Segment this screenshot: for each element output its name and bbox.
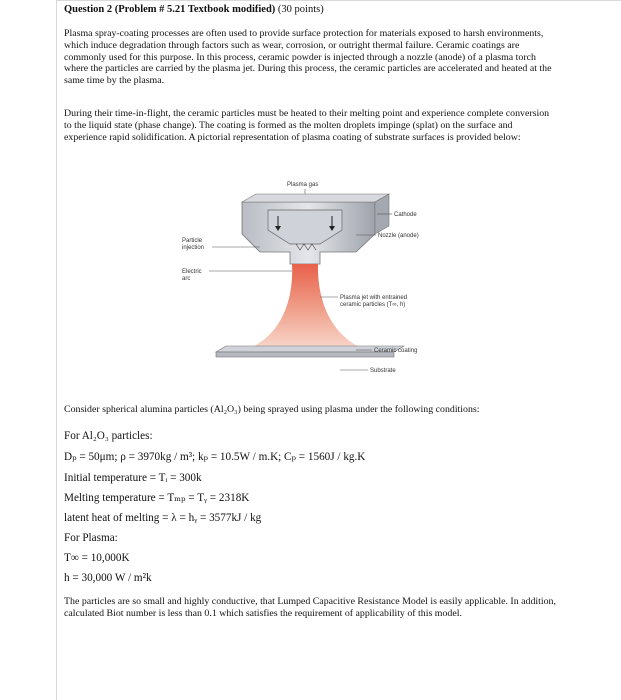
question-heading	[64, 4, 556, 16]
melting-temperature: Melting temperature = Tₘₚ = Tᵧ = 2318K	[64, 492, 250, 504]
plasma-gas-label: Plasma gas	[287, 182, 319, 188]
plasma-temperature: T∞ = 10,000K	[64, 552, 130, 564]
ceramic-coating-label: Ceramic coating	[374, 348, 418, 354]
question-title: Question 2 (Problem # 5.21 Textbook modified)	[64, 4, 276, 15]
question-points: (30 points)	[277, 4, 324, 15]
latent-heat: latent heat of melting = λ = hᵧ = 3577kJ / kg	[64, 512, 262, 524]
substrate-label: Substrate	[370, 368, 396, 374]
plasma-jet	[240, 264, 372, 352]
particle-injection-label: Particle injection	[182, 238, 205, 251]
conditions-paragraph: Consider spherical alumina particles (Al₂O₃) being sprayed using plasma under the following conditions:	[64, 404, 480, 415]
intro-paragraph: Plasma spray-coating processes are often used to provide surface protection for materials exposed to harsh environments, which induce degradation through factors such as wear, corrosion, or outright thermal failure. Ceramic coatings are commonly used for this purpose. In this process, ceramic powder is injected through a nozzle (anode) of a plasma torch where the particles are carried by the plasma jet. During this process, the ceramic particles are accelerated and heated at the same time by the plasma.	[64, 28, 552, 87]
heat-transfer-coefficient: h = 30,000 W / m²k	[64, 572, 152, 584]
plasma-heading: For Plasma:	[64, 532, 118, 544]
particle-properties: Dₚ = 50μm; ρ = 3970kg / m³; kₚ = 10.5W / m.K; Cₚ = 1560J / kg.K	[64, 451, 366, 463]
nozzle-label: Nozzle (anode)	[378, 233, 419, 239]
flight-paragraph: During their time-in-flight, the ceramic particles must be heated to their melting point and experience complete conversion to the liquid state (phase change). The coating is formed as the molten droplets impinge (splat) on the surface and experience rapid solidification. A pictorial representation of plasma coating of substrate surfaces is provided below:	[64, 108, 550, 143]
particles-heading: For Al₂O₃ particles:	[64, 430, 153, 442]
plasma-torch-diagram	[160, 172, 450, 382]
initial-temperature: Initial temperature = Tᵢ = 300k	[64, 472, 202, 484]
torch-top-face	[242, 194, 389, 202]
lumped-model-paragraph: The particles are so small and highly conductive, that Lumped Capacitive Resistance Model is easily applicable. In addition, calculated Biot number is less than 0.1 which satisfies the requirement of applicability of this model.	[64, 596, 556, 619]
plasma-jet-label: Plasma jet with entrained ceramic particles (T∞, h)	[340, 295, 408, 308]
electric-arc-label: Electric arc	[182, 269, 202, 282]
substrate-plate	[216, 352, 394, 357]
cathode-label: Cathode	[394, 212, 417, 218]
